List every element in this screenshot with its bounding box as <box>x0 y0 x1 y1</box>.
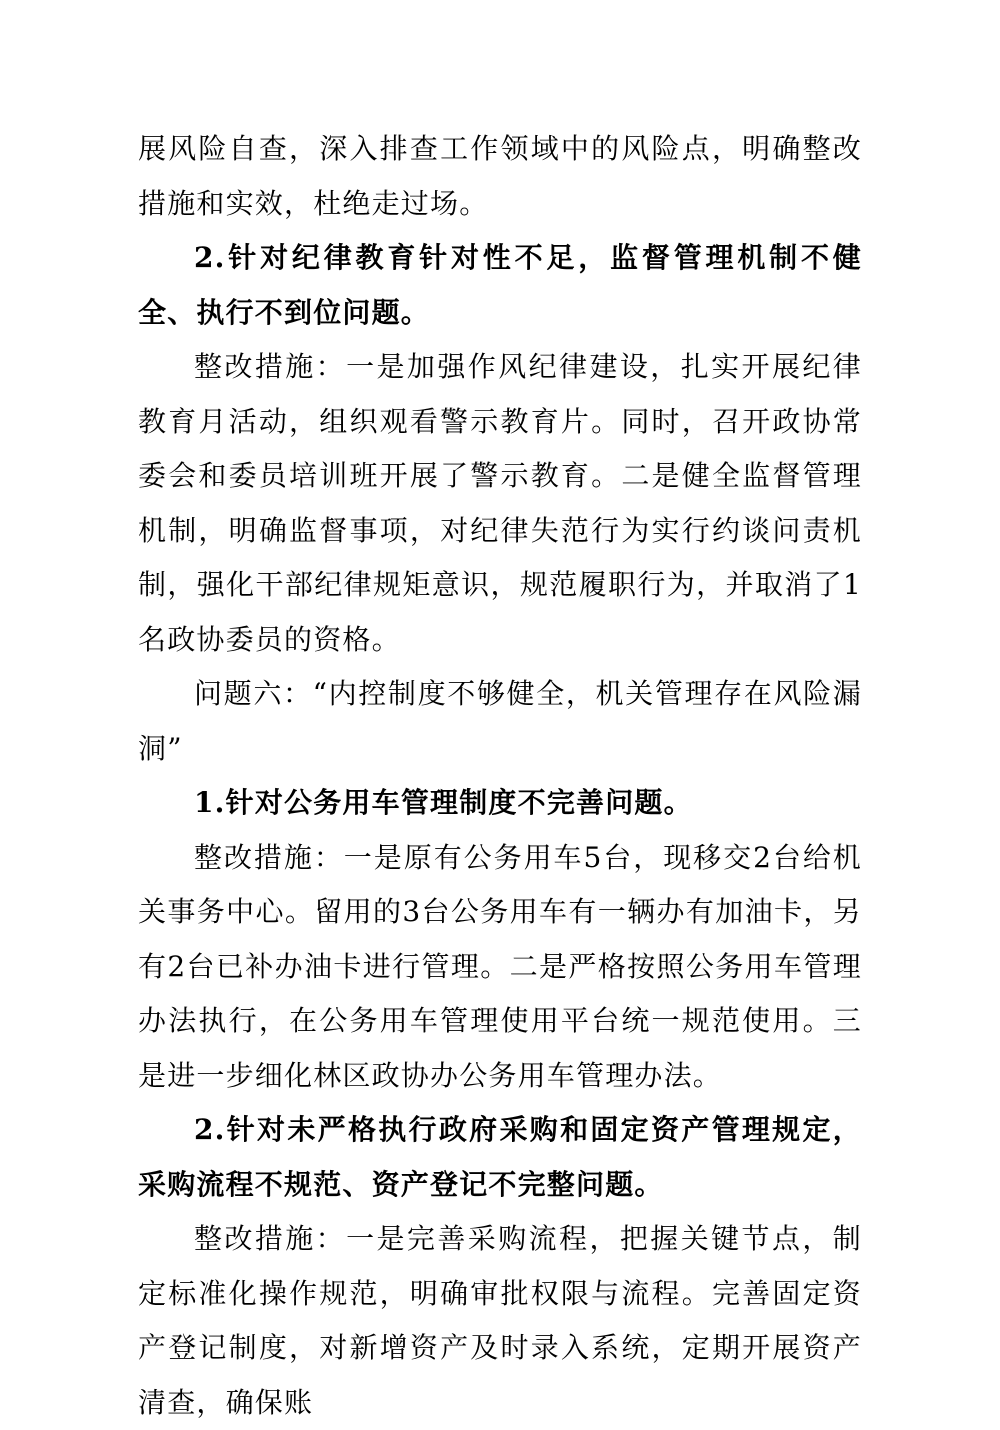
body-paragraph-procurement-measures: 整改措施：一是完善采购流程，把握关键节点，制定标准化操作规范，明确审批权限与流程。完善固定资产登记制度，对新增资产及时录入系统，定期开展资产清查，确保账 <box>138 1222 862 1419</box>
problem-six-heading: 问题六：“内控制度不够健全，机关管理存在风险漏洞” <box>138 677 862 765</box>
body-paragraph-discipline-measures: 整改措施：一是加强作风纪律建设，扎实开展纪律教育月活动，组织观看警示教育片。同时，召开政协常委会和委员培训班开展了警示教育。二是健全监督管理机制，明确监督事项，对纪律失范行为实行约谈问责机制，强化干部纪律规矩意识，规范履职行为，并取消了1名政协委员的资格。 <box>138 350 862 656</box>
section-heading-discipline: 2.针对纪律教育针对性不足，监督管理机制不健全、执行不到位问题。 <box>138 241 862 329</box>
body-paragraph-vehicle-measures: 整改措施：一是原有公务用车5台，现移交2台给机关事务中心。留用的3台公务用车有一辆办有加油卡，另有2台已补办油卡进行管理。二是严格按照公务用车管理办法执行，在公务用车管理使用平台统一规范使用。三是进一步细化林区政协办公务用车管理办法。 <box>138 840 862 1092</box>
document-body <box>138 122 862 1430</box>
section-heading-vehicle: 1.针对公务用车管理制度不完善问题。 <box>194 786 693 819</box>
section-heading-procurement: 2.针对未严格执行政府采购和固定资产管理规定，采购流程不规范、资产登记不完整问题。 <box>138 1113 862 1201</box>
body-paragraph-continued: 展风险自查，深入排查工作领域中的风险点，明确整改措施和实效，杜绝走过场。 <box>138 132 862 220</box>
